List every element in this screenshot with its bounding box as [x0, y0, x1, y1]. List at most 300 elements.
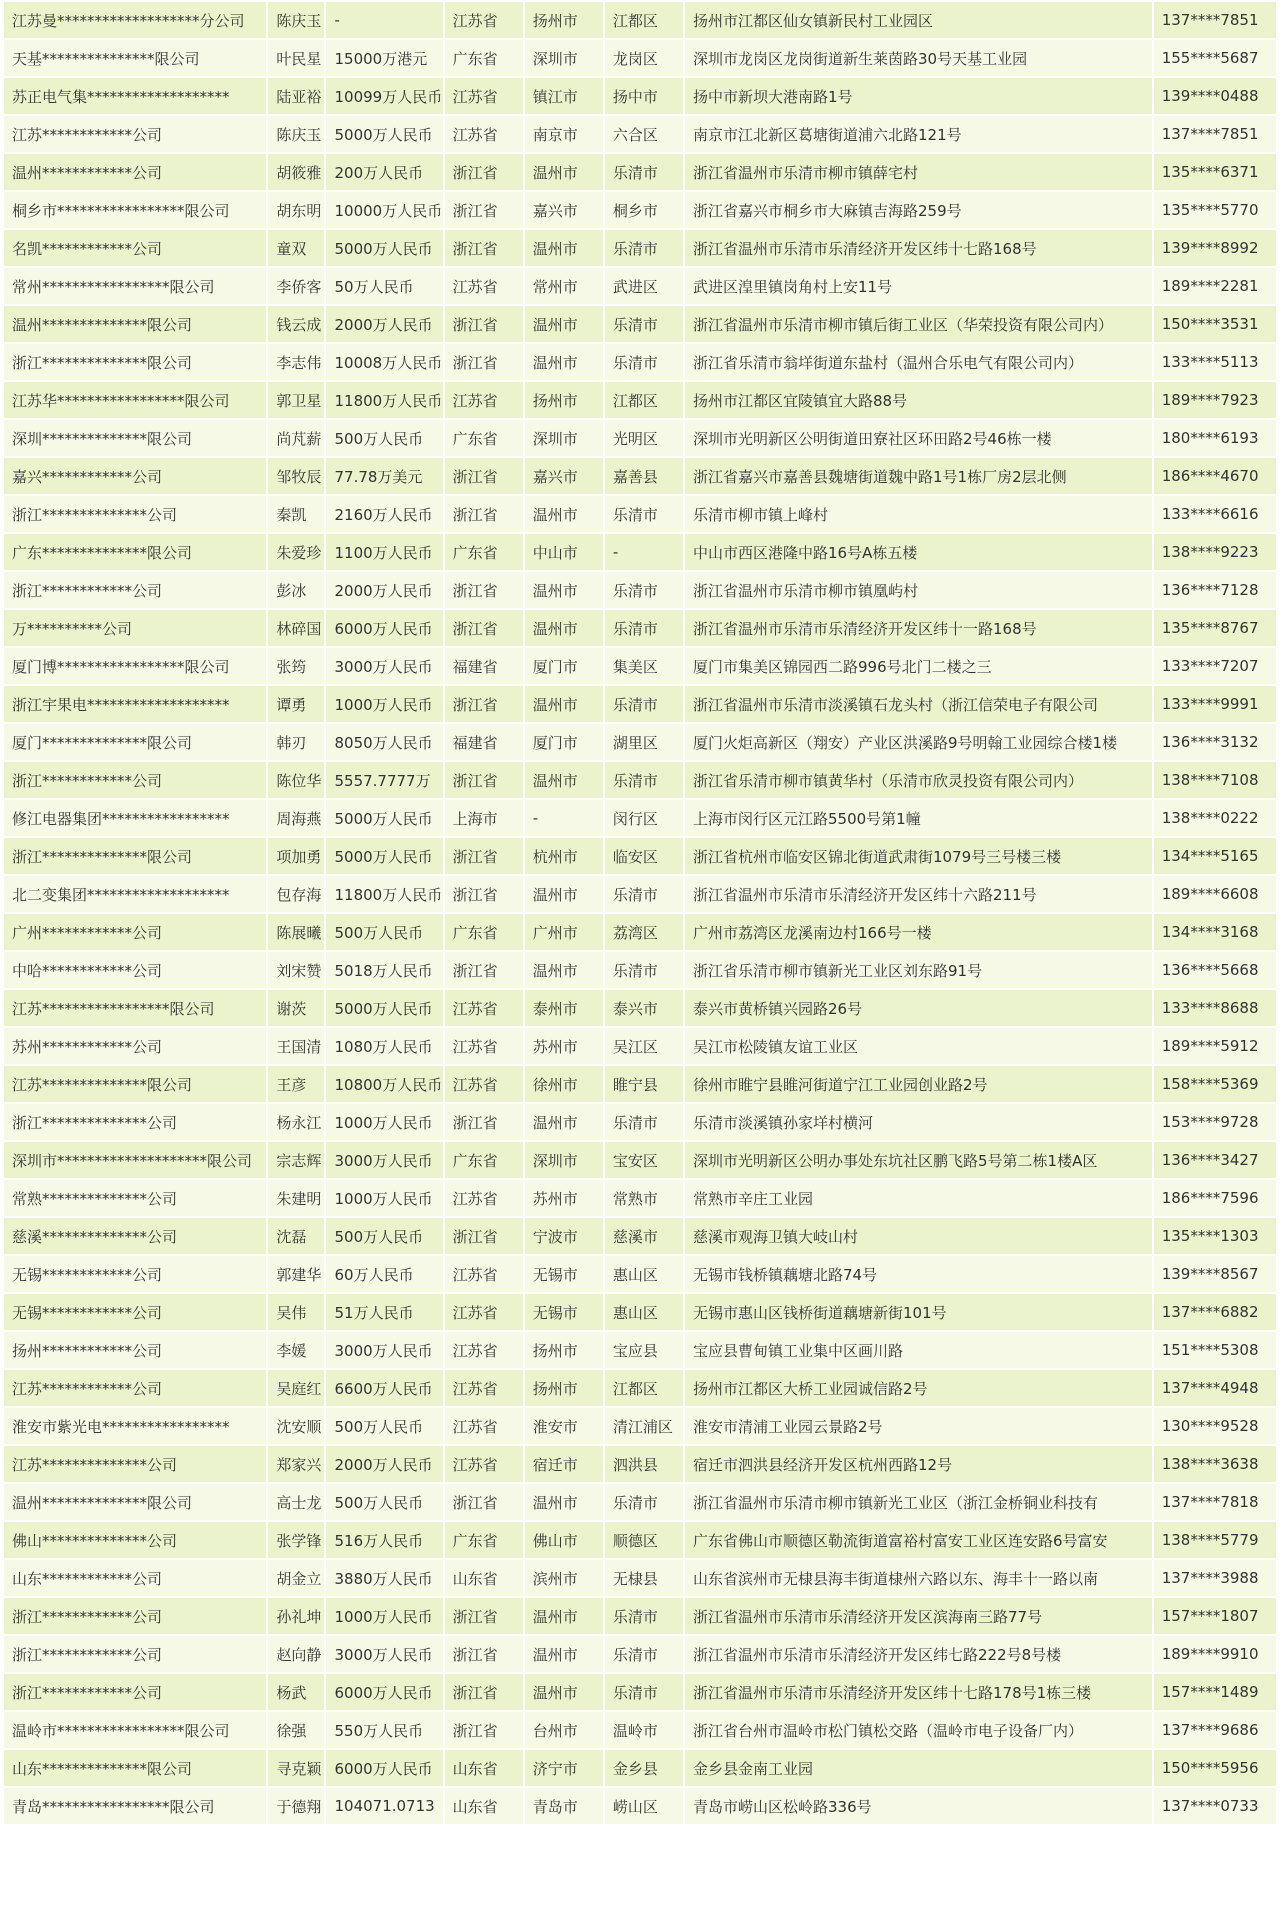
cell-phone: 139****8992: [1154, 230, 1276, 266]
table-row[interactable]: [4, 1180, 1276, 1216]
company-table: [2, 0, 1278, 1826]
cell-province: 江苏省: [445, 990, 523, 1026]
cell-address: 浙江省温州市乐清市乐清经济开发区纬七路222号8号楼: [685, 1636, 1152, 1672]
cell-registered-capital: 1080万人民币: [326, 1028, 442, 1064]
table-row[interactable]: [4, 1636, 1276, 1672]
cell-city: 温州市: [525, 1104, 603, 1140]
cell-registered-capital: 1000万人民币: [326, 1598, 442, 1634]
cell-city: 济宁市: [525, 1750, 603, 1786]
cell-city: 嘉兴市: [525, 192, 603, 228]
cell-district: 嘉善县: [605, 458, 683, 494]
cell-legal-person: 杨武: [268, 1674, 324, 1710]
cell-city: 扬州市: [525, 2, 603, 38]
cell-city: 杭州市: [525, 838, 603, 874]
cell-city: 佛山市: [525, 1522, 603, 1558]
cell-province: 浙江省: [445, 610, 523, 646]
cell-company: 淮安市紫光电*****************: [4, 1408, 266, 1444]
cell-district: 睢宁县: [605, 1066, 683, 1102]
cell-company: 修江电器集团*****************: [4, 800, 266, 836]
cell-registered-capital: 500万人民币: [326, 1218, 442, 1254]
cell-address: 浙江省温州市乐清市柳市镇新光工业区（浙江金桥铜业科技有: [685, 1484, 1152, 1520]
cell-address: 厦门火炬高新区（翔安）产业区洪溪路9号明翰工业园综合楼1楼: [685, 724, 1152, 760]
cell-district: 宝安区: [605, 1142, 683, 1178]
table-row[interactable]: [4, 1560, 1276, 1596]
cell-province: 福建省: [445, 648, 523, 684]
cell-city: 深圳市: [525, 40, 603, 76]
cell-company: 佛山**************公司: [4, 1522, 266, 1558]
cell-province: 浙江省: [445, 192, 523, 228]
cell-company: 浙江宇果电*******************: [4, 686, 266, 722]
table-row[interactable]: [4, 154, 1276, 190]
cell-company: 山东**************限公司: [4, 1750, 266, 1786]
cell-address: 浙江省温州市乐清市淡溪镇石龙头村（浙江信荣电子有限公司: [685, 686, 1152, 722]
cell-phone: 189****7923: [1154, 382, 1276, 418]
table-row[interactable]: [4, 914, 1276, 950]
cell-address: 浙江省温州市乐清市乐清经济开发区纬十七路178号1栋三楼: [685, 1674, 1152, 1710]
cell-province: 福建省: [445, 724, 523, 760]
cell-province: 江苏省: [445, 1446, 523, 1482]
table-row[interactable]: [4, 1332, 1276, 1368]
cell-province: 江苏省: [445, 1028, 523, 1064]
cell-province: 山东省: [445, 1788, 523, 1824]
cell-legal-person: 张学锋: [268, 1522, 324, 1558]
cell-registered-capital: 5000万人民币: [326, 838, 442, 874]
table-row[interactable]: [4, 496, 1276, 532]
cell-city: 温州市: [525, 154, 603, 190]
cell-address: 泰兴市黄桥镇兴园路26号: [685, 990, 1152, 1026]
cell-city: 扬州市: [525, 1332, 603, 1368]
cell-province: 浙江省: [445, 154, 523, 190]
cell-legal-person: 于德翔: [268, 1788, 324, 1824]
cell-address: 扬州市江都区仙女镇新民村工业园区: [685, 2, 1152, 38]
table-body: [4, 2, 1276, 1824]
cell-province: 浙江省: [445, 1218, 523, 1254]
cell-address: 宿迁市泗洪县经济开发区杭州西路12号: [685, 1446, 1152, 1482]
cell-phone: 133****8688: [1154, 990, 1276, 1026]
cell-phone: 135****8767: [1154, 610, 1276, 646]
cell-legal-person: 赵向静: [268, 1636, 324, 1672]
cell-city: 镇江市: [525, 78, 603, 114]
cell-phone: 134****5165: [1154, 838, 1276, 874]
cell-city: 淮安市: [525, 1408, 603, 1444]
cell-district: 乐清市: [605, 306, 683, 342]
table-row[interactable]: [4, 648, 1276, 684]
cell-district: 乐清市: [605, 610, 683, 646]
table-row[interactable]: [4, 1218, 1276, 1254]
cell-phone: 133****7207: [1154, 648, 1276, 684]
cell-district: 吴江区: [605, 1028, 683, 1064]
cell-company: 扬州************公司: [4, 1332, 266, 1368]
cell-address: 金乡县金南工业园: [685, 1750, 1152, 1786]
cell-company: 温州************公司: [4, 154, 266, 190]
table-row[interactable]: [4, 1788, 1276, 1824]
cell-address: 广州市荔湾区龙溪南边村166号一楼: [685, 914, 1152, 950]
cell-province: 上海市: [445, 800, 523, 836]
cell-district: 常熟市: [605, 1180, 683, 1216]
cell-district: 崂山区: [605, 1788, 683, 1824]
cell-phone: 136****5668: [1154, 952, 1276, 988]
cell-city: 滨州市: [525, 1560, 603, 1596]
table-row[interactable]: [4, 40, 1276, 76]
cell-company: 常州*****************限公司: [4, 268, 266, 304]
cell-registered-capital: 2160万人民币: [326, 496, 442, 532]
cell-city: 苏州市: [525, 1180, 603, 1216]
cell-province: 浙江省: [445, 230, 523, 266]
cell-legal-person: 邹牧辰: [268, 458, 324, 494]
cell-province: 江苏省: [445, 1256, 523, 1292]
cell-province: 浙江省: [445, 572, 523, 608]
table-row[interactable]: [4, 1370, 1276, 1406]
cell-city: 温州市: [525, 1636, 603, 1672]
table-row[interactable]: [4, 306, 1276, 342]
table-row[interactable]: [4, 1104, 1276, 1140]
cell-city: 徐州市: [525, 1066, 603, 1102]
cell-city: 深圳市: [525, 420, 603, 456]
cell-phone: 157****1807: [1154, 1598, 1276, 1634]
cell-province: 浙江省: [445, 344, 523, 380]
cell-address: 徐州市睢宁县睢河街道宁江工业园创业路2号: [685, 1066, 1152, 1102]
cell-phone: 137****7851: [1154, 2, 1276, 38]
cell-registered-capital: 5018万人民币: [326, 952, 442, 988]
cell-province: 江苏省: [445, 78, 523, 114]
cell-address: 宝应县曹甸镇工业集中区画川路: [685, 1332, 1152, 1368]
cell-company: 浙江************公司: [4, 762, 266, 798]
cell-address: 无锡市惠山区钱桥街道藕塘新街101号: [685, 1294, 1152, 1330]
cell-legal-person: 陆亚裕: [268, 78, 324, 114]
cell-registered-capital: 6000万人民币: [326, 1674, 442, 1710]
table-row[interactable]: [4, 382, 1276, 418]
cell-legal-person: 宗志辉: [268, 1142, 324, 1178]
cell-province: 浙江省: [445, 1674, 523, 1710]
cell-registered-capital: 6000万人民币: [326, 610, 442, 646]
cell-company: 浙江**************公司: [4, 496, 266, 532]
cell-legal-person: 秦凯: [268, 496, 324, 532]
cell-province: 浙江省: [445, 1712, 523, 1748]
table-row[interactable]: [4, 800, 1276, 836]
cell-city: 无锡市: [525, 1256, 603, 1292]
cell-phone: 137****7818: [1154, 1484, 1276, 1520]
cell-phone: 137****4948: [1154, 1370, 1276, 1406]
cell-legal-person: 孙礼坤: [268, 1598, 324, 1634]
cell-address: 浙江省温州市乐清市乐清经济开发区纬十六路211号: [685, 876, 1152, 912]
cell-company: 浙江************公司: [4, 1674, 266, 1710]
cell-company: 厦门**************限公司: [4, 724, 266, 760]
cell-registered-capital: 5000万人民币: [326, 116, 442, 152]
cell-city: 温州市: [525, 230, 603, 266]
cell-registered-capital: 2000万人民币: [326, 572, 442, 608]
cell-phone: 151****5308: [1154, 1332, 1276, 1368]
cell-registered-capital: 2000万人民币: [326, 1446, 442, 1482]
cell-phone: 180****6193: [1154, 420, 1276, 456]
cell-registered-capital: 11800万人民币: [326, 382, 442, 418]
table-row[interactable]: [4, 762, 1276, 798]
table-row[interactable]: [4, 1674, 1276, 1710]
cell-phone: 189****9910: [1154, 1636, 1276, 1672]
cell-registered-capital: 500万人民币: [326, 914, 442, 950]
cell-legal-person: 谢茨: [268, 990, 324, 1026]
table-row[interactable]: [4, 1750, 1276, 1786]
cell-address: 浙江省温州市乐清市乐清经济开发区纬十七路168号: [685, 230, 1152, 266]
cell-address: 扬州市江都区大桥工业园诚信路2号: [685, 1370, 1152, 1406]
cell-district: 湖里区: [605, 724, 683, 760]
cell-district: 乐清市: [605, 230, 683, 266]
cell-phone: 158****5369: [1154, 1066, 1276, 1102]
cell-district: 临安区: [605, 838, 683, 874]
cell-company: 江苏华*****************限公司: [4, 382, 266, 418]
cell-city: 宁波市: [525, 1218, 603, 1254]
table-row[interactable]: [4, 192, 1276, 228]
cell-city: 扬州市: [525, 1370, 603, 1406]
table-row[interactable]: [4, 686, 1276, 722]
cell-legal-person: 刘宋赞: [268, 952, 324, 988]
cell-registered-capital: 11800万人民币: [326, 876, 442, 912]
cell-province: 江苏省: [445, 116, 523, 152]
table-row[interactable]: [4, 78, 1276, 114]
cell-legal-person: 韩刃: [268, 724, 324, 760]
cell-phone: 157****1489: [1154, 1674, 1276, 1710]
cell-legal-person: 李侨客: [268, 268, 324, 304]
cell-registered-capital: 10008万人民币: [326, 344, 442, 380]
cell-legal-person: 李志伟: [268, 344, 324, 380]
table-row[interactable]: [4, 1598, 1276, 1634]
cell-registered-capital: 200万人民币: [326, 154, 442, 190]
cell-phone: 138****5779: [1154, 1522, 1276, 1558]
table-row[interactable]: [4, 1256, 1276, 1292]
cell-company: 桐乡市*****************限公司: [4, 192, 266, 228]
cell-legal-person: 胡金立: [268, 1560, 324, 1596]
cell-company: 天基***************限公司: [4, 40, 266, 76]
cell-phone: 137****9686: [1154, 1712, 1276, 1748]
table-row[interactable]: [4, 1712, 1276, 1748]
cell-city: 常州市: [525, 268, 603, 304]
cell-address: 浙江省温州市乐清市乐清经济开发区滨海南三路77号: [685, 1598, 1152, 1634]
cell-registered-capital: 10800万人民币: [326, 1066, 442, 1102]
cell-legal-person: 周海燕: [268, 800, 324, 836]
cell-district: 乐清市: [605, 1484, 683, 1520]
cell-city: 宿迁市: [525, 1446, 603, 1482]
cell-province: 山东省: [445, 1750, 523, 1786]
cell-registered-capital: 104071.0713: [326, 1788, 442, 1824]
cell-registered-capital: 1000万人民币: [326, 1104, 442, 1140]
cell-district: 乐清市: [605, 1104, 683, 1140]
cell-phone: 134****3168: [1154, 914, 1276, 950]
cell-district: 乐清市: [605, 1636, 683, 1672]
cell-province: 广东省: [445, 1142, 523, 1178]
cell-legal-person: 徐强: [268, 1712, 324, 1748]
cell-phone: 137****0733: [1154, 1788, 1276, 1824]
cell-phone: 137****7851: [1154, 116, 1276, 152]
cell-legal-person: 胡筱雅: [268, 154, 324, 190]
cell-legal-person: 彭冰: [268, 572, 324, 608]
cell-legal-person: 吴庭红: [268, 1370, 324, 1406]
cell-district: 乐清市: [605, 344, 683, 380]
cell-phone: 136****7128: [1154, 572, 1276, 608]
cell-address: 深圳市龙岗区龙岗街道新生莱茵路30号天基工业园: [685, 40, 1152, 76]
cell-address: 深圳市光明新区公明街道田寮社区环田路2号46栋一楼: [685, 420, 1152, 456]
cell-address: 浙江省温州市乐清市柳市镇薛宅村: [685, 154, 1152, 190]
cell-registered-capital: 10000万人民币: [326, 192, 442, 228]
cell-registered-capital: 516万人民币: [326, 1522, 442, 1558]
cell-city: 温州市: [525, 306, 603, 342]
table-row[interactable]: [4, 2, 1276, 38]
cell-city: 温州市: [525, 762, 603, 798]
table-row[interactable]: [4, 1294, 1276, 1330]
cell-province: 江苏省: [445, 1066, 523, 1102]
cell-legal-person: 杨永江: [268, 1104, 324, 1140]
cell-district: 清江浦区: [605, 1408, 683, 1444]
cell-district: 桐乡市: [605, 192, 683, 228]
table-row[interactable]: [4, 534, 1276, 570]
cell-address: 中山市西区港隆中路16号A栋五楼: [685, 534, 1152, 570]
table-row[interactable]: [4, 116, 1276, 152]
cell-company: 江苏曼*******************分公司: [4, 2, 266, 38]
cell-registered-capital: 1000万人民币: [326, 1180, 442, 1216]
cell-province: 广东省: [445, 534, 523, 570]
cell-legal-person: 朱建明: [268, 1180, 324, 1216]
cell-registered-capital: 5557.7777万: [326, 762, 442, 798]
cell-phone: 133****9991: [1154, 686, 1276, 722]
table-row[interactable]: [4, 1522, 1276, 1558]
cell-company: 无锡************公司: [4, 1294, 266, 1330]
cell-address: 吴江市松陵镇友谊工业区: [685, 1028, 1152, 1064]
cell-legal-person: 谭勇: [268, 686, 324, 722]
cell-registered-capital: 2000万人民币: [326, 306, 442, 342]
cell-company: 浙江************公司: [4, 1636, 266, 1672]
cell-legal-person: 陈位华: [268, 762, 324, 798]
cell-address: 上海市闵行区元江路5500号第1幢: [685, 800, 1152, 836]
cell-registered-capital: 15000万港元: [326, 40, 442, 76]
cell-province: 浙江省: [445, 1104, 523, 1140]
cell-registered-capital: 500万人民币: [326, 1484, 442, 1520]
cell-legal-person: 童双: [268, 230, 324, 266]
cell-company: 万**********公司: [4, 610, 266, 646]
cell-district: 顺德区: [605, 1522, 683, 1558]
cell-province: 浙江省: [445, 1636, 523, 1672]
cell-registered-capital: 1000万人民币: [326, 686, 442, 722]
cell-city: 温州市: [525, 1674, 603, 1710]
cell-legal-person: 郭卫星: [268, 382, 324, 418]
cell-district: 乐清市: [605, 1598, 683, 1634]
table-row[interactable]: [4, 458, 1276, 494]
cell-company: 浙江**************公司: [4, 1104, 266, 1140]
cell-company: 无锡************公司: [4, 1256, 266, 1292]
cell-province: 浙江省: [445, 762, 523, 798]
cell-legal-person: 高士龙: [268, 1484, 324, 1520]
cell-company: 浙江**************限公司: [4, 838, 266, 874]
cell-phone: 139****0488: [1154, 78, 1276, 114]
cell-district: 集美区: [605, 648, 683, 684]
cell-address: 常熟市辛庄工业园: [685, 1180, 1152, 1216]
cell-registered-capital: 5000万人民币: [326, 800, 442, 836]
cell-city: 厦门市: [525, 648, 603, 684]
cell-company: 深圳市********************限公司: [4, 1142, 266, 1178]
cell-phone: 186****7596: [1154, 1180, 1276, 1216]
cell-province: 浙江省: [445, 1598, 523, 1634]
cell-phone: 138****0222: [1154, 800, 1276, 836]
table-row[interactable]: [4, 230, 1276, 266]
cell-address: 浙江省乐清市柳市镇新光工业区刘东路91号: [685, 952, 1152, 988]
cell-phone: 155****5687: [1154, 40, 1276, 76]
table-row[interactable]: [4, 1446, 1276, 1482]
table-row[interactable]: [4, 268, 1276, 304]
cell-district: 乐清市: [605, 154, 683, 190]
cell-legal-person: 叶民星: [268, 40, 324, 76]
table-row[interactable]: [4, 1484, 1276, 1520]
table-row[interactable]: [4, 420, 1276, 456]
table-row[interactable]: [4, 572, 1276, 608]
cell-company: 苏正电气集*******************: [4, 78, 266, 114]
table-row[interactable]: [4, 990, 1276, 1026]
cell-legal-person: 包存海: [268, 876, 324, 912]
cell-company: 浙江************公司: [4, 572, 266, 608]
table-row[interactable]: [4, 838, 1276, 874]
cell-legal-person: 沈磊: [268, 1218, 324, 1254]
cell-legal-person: 陈庆玉: [268, 2, 324, 38]
cell-company: 北二变集团*******************: [4, 876, 266, 912]
cell-address: 淮安市清浦工业园云景路2号: [685, 1408, 1152, 1444]
cell-legal-person: 吴伟: [268, 1294, 324, 1330]
cell-province: 浙江省: [445, 686, 523, 722]
cell-legal-person: 尚芃薪: [268, 420, 324, 456]
cell-province: 江苏省: [445, 1332, 523, 1368]
cell-phone: 135****5770: [1154, 192, 1276, 228]
cell-province: 江苏省: [445, 1370, 523, 1406]
cell-district: 乐清市: [605, 686, 683, 722]
table-row[interactable]: [4, 1142, 1276, 1178]
table-row[interactable]: [4, 344, 1276, 380]
cell-registered-capital: -: [326, 2, 442, 38]
table-row[interactable]: [4, 610, 1276, 646]
table-row[interactable]: [4, 1408, 1276, 1444]
cell-phone: 136****3132: [1154, 724, 1276, 760]
cell-phone: 153****9728: [1154, 1104, 1276, 1140]
cell-registered-capital: 51万人民币: [326, 1294, 442, 1330]
cell-company: 浙江**************限公司: [4, 344, 266, 380]
cell-registered-capital: 6000万人民币: [326, 1750, 442, 1786]
cell-phone: 133****5113: [1154, 344, 1276, 380]
cell-province: 广东省: [445, 40, 523, 76]
cell-district: 江都区: [605, 1370, 683, 1406]
cell-city: 温州市: [525, 686, 603, 722]
table-row[interactable]: [4, 1028, 1276, 1064]
cell-phone: 150****3531: [1154, 306, 1276, 342]
cell-company: 厦门博*****************限公司: [4, 648, 266, 684]
cell-district: 六合区: [605, 116, 683, 152]
table-row[interactable]: [4, 1066, 1276, 1102]
cell-province: 江苏省: [445, 1180, 523, 1216]
cell-city: 厦门市: [525, 724, 603, 760]
table-row[interactable]: [4, 724, 1276, 760]
cell-city: 无锡市: [525, 1294, 603, 1330]
cell-province: 广东省: [445, 1522, 523, 1558]
cell-legal-person: 王国清: [268, 1028, 324, 1064]
cell-registered-capital: 5000万人民币: [326, 990, 442, 1026]
table-row[interactable]: [4, 876, 1276, 912]
cell-province: 江苏省: [445, 2, 523, 38]
cell-phone: 189****2281: [1154, 268, 1276, 304]
cell-district: 惠山区: [605, 1256, 683, 1292]
cell-address: 南京市江北新区葛塘街道浦六北路121号: [685, 116, 1152, 152]
cell-address: 广东省佛山市顺德区勒流街道富裕村富安工业区连安路6号富安: [685, 1522, 1152, 1558]
cell-phone: 136****3427: [1154, 1142, 1276, 1178]
cell-address: 深圳市光明新区公明办事处东坑社区鹏飞路5号第二栋1楼A区: [685, 1142, 1152, 1178]
table-row[interactable]: [4, 952, 1276, 988]
cell-phone: 189****5912: [1154, 1028, 1276, 1064]
cell-phone: 138****3638: [1154, 1446, 1276, 1482]
cell-company: 慈溪**************公司: [4, 1218, 266, 1254]
cell-district: 泰兴市: [605, 990, 683, 1026]
cell-province: 江苏省: [445, 1408, 523, 1444]
